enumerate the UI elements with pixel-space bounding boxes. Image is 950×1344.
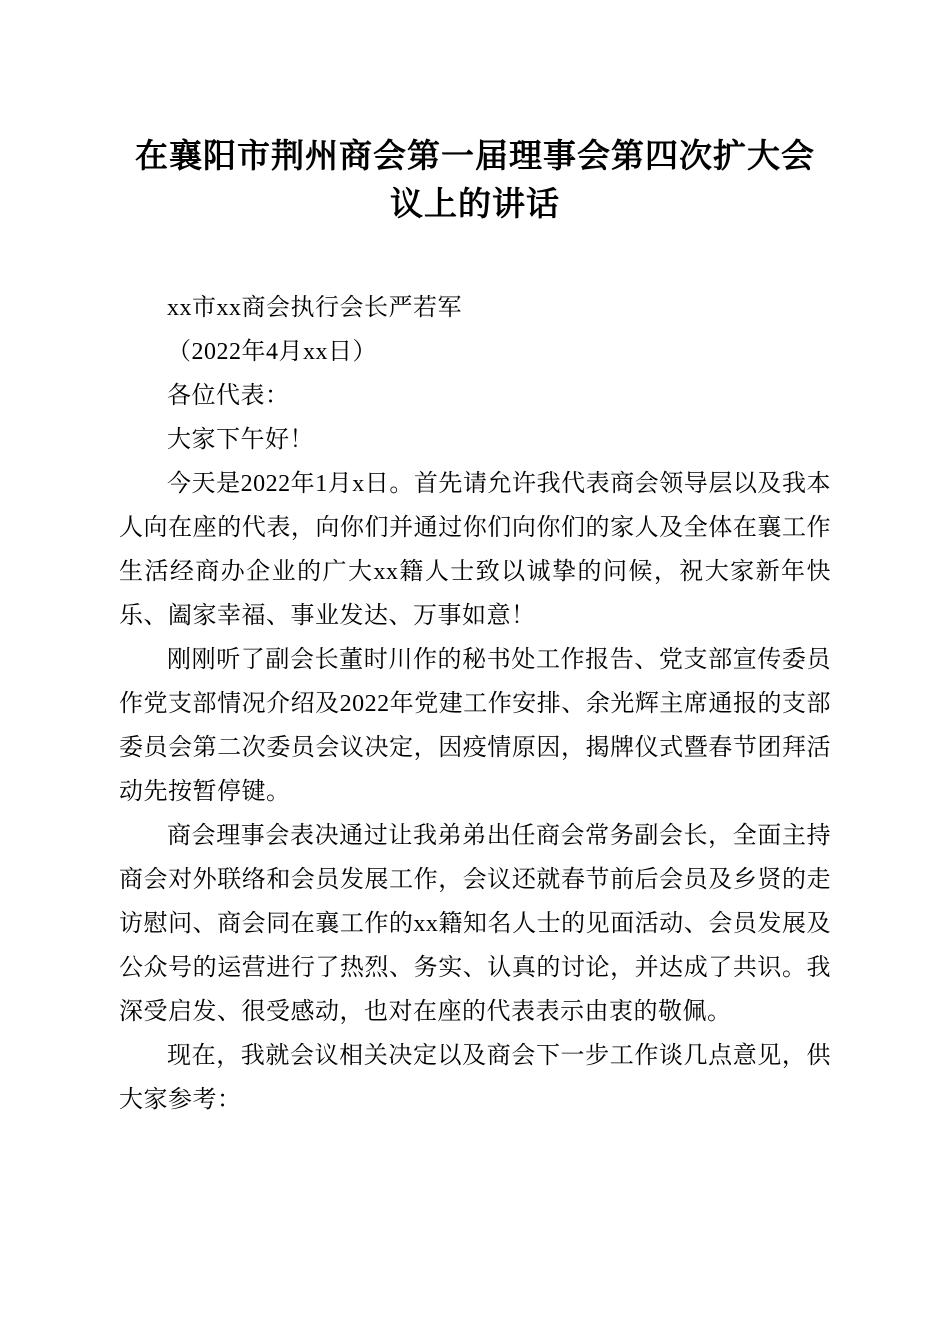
paragraph-body-2: 刚刚听了副会长董时川作的秘书处工作报告、党支部宣传委员作党支部情况介绍及2022年党建工作安排、余光辉主席通报的支部委员会第二次委员会议决定，因疫情原因，揭牌仪式暨春节团拜活动先按暂停键。	[119, 646, 831, 805]
paragraph-body-1: 今天是2022年1月x日。首先请允许我代表商会领导层以及我本人向在座的代表，向你们并通过你们向你们的家人及全体在襄工作生活经商办企业的广大xx籍人士致以诚挚的问候，祝大家新年快乐、阖家幸福、事业发达、万事如意！	[119, 470, 831, 629]
paragraph-greeting: 大家下午好！	[167, 426, 314, 453]
document-title: 在襄阳市荆州商会第一届理事会第四次扩大会议上的讲话	[135, 137, 815, 222]
paragraph-body-3: 商会理事会表决通过让我弟弟出任商会常务副会长，全面主持商会对外联络和会员发展工作，会议还就春节前后会员及乡贤的走访慰问、商会同在襄工作的xx籍知名人士的见面活动、会员发展及公众号的运营进行了热烈、务实、认真的讨论，并达成了共识。我深受启发、很受感动，也对在座的代表表示由衷的敬佩。	[119, 822, 831, 1025]
paragraph-speaker: xx市xx商会执行会长严若军	[167, 294, 462, 321]
document-body	[119, 286, 831, 1122]
paragraph-date: （2022年4月xx日）	[167, 338, 377, 365]
paragraph-body-4: 现在，我就会议相关决定以及商会下一步工作谈几点意见，供大家参考：	[119, 1042, 831, 1113]
paragraph-salutation: 各位代表：	[167, 382, 290, 409]
